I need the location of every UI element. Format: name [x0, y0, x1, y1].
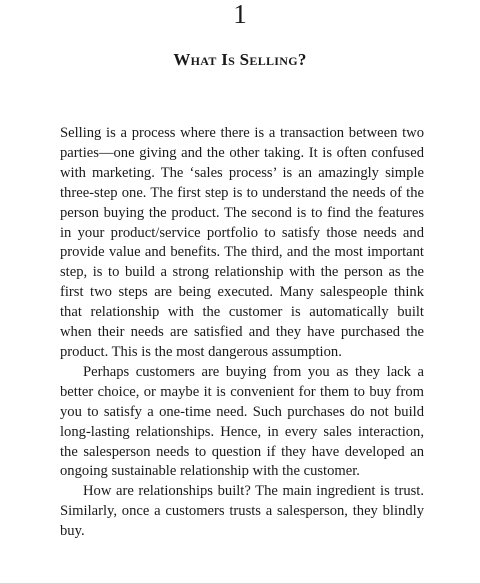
paragraph: How are relationships built? The main ingredient is trust. Similarly, once a customers trusts a salesperson, they blindly buy.: [60, 483, 424, 540]
paragraph: Perhaps customers are buying from you as they lack a better choice, or maybe it is convenient for them to buy from you to satisfy a one-time need. Such purchases do not build long-lasting relationships. Hence, in every sales interaction, the salesperson needs to question if they have developed an ongoing sustainable relationship with the customer.: [60, 363, 424, 480]
paragraph: Selling is a process where there is a transaction between two parties—one giving and the other taking. It is often confused with marketing. The ‘sales process’ is an amazingly simple three-step one. The first step is to understand the needs of the person buying the product. The second is to find the features in your product/service portfolio to satisfy those needs and provide value and benefits. The third, and the most important step, is to build a strong relationship with the person as the first two steps are being executed. Many salespeople think that relationship with the customer is automatically built when their needs are satisfied and they have purchased the product. This is the most dangerous assumption.: [60, 125, 424, 360]
chapter-body: [60, 124, 424, 542]
chapter-title: What Is Selling?: [173, 50, 307, 69]
chapter-number: 1: [233, 0, 247, 29]
